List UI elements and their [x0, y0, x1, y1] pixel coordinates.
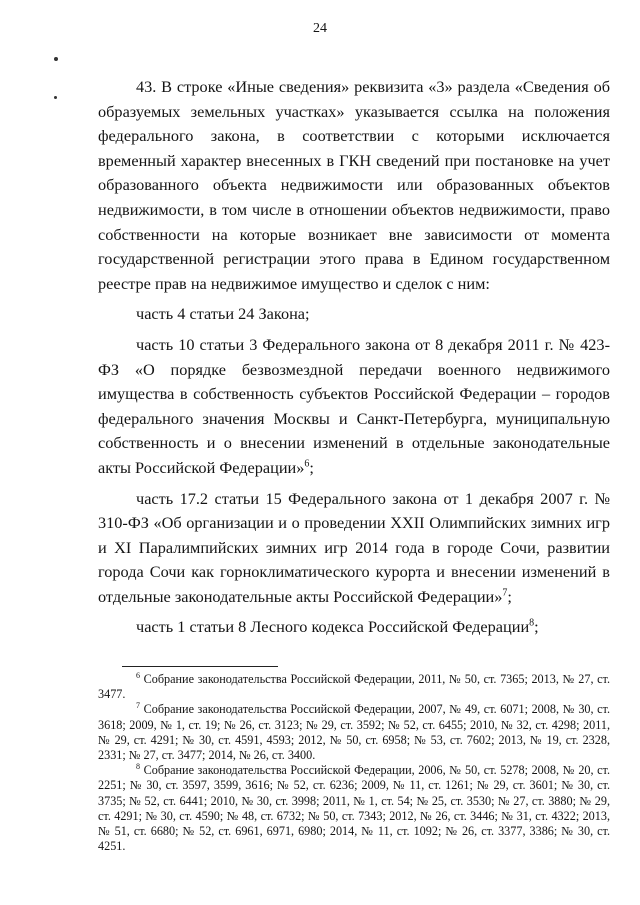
paragraph-text: часть 4 статьи 24 Закона; — [136, 304, 310, 324]
footnote-item — [98, 763, 610, 854]
paragraph-text: часть 17.2 статьи 15 Федерального закона от 1 декабря 2007 г. № 310-ФЗ «Об организации и о проведении XXII Олимпийских зимних игр и XI Паралимпийских зимних игр 2014 года в городе Сочи, развитии города Сочи как горноклиматического курорта и внесении изменений в отдельные законодательные акты Российской Федерации» — [98, 488, 610, 606]
paragraph-law-ref — [98, 487, 610, 610]
paragraph-text: 43. В строке «Иные сведения» реквизита «3» раздела «Сведения об образуемых земельных участках» указывается ссылка на положения федерального закона, в соответствии с которыми исключается временный характер внесенных в ГКН сведений при постановке на учет образованного объекта недвижимости или образованных объектов недвижимости, в том числе в отношении объектов недвижимости, право собственности на которые возникает вне зависимости от момента государственной регистрации этого права в Едином государственном реестре прав на недвижимое имущество и сделок с ним: — [98, 77, 610, 293]
paragraph-law-ref — [98, 302, 610, 327]
footnote-text: Собрание законодательства Российской Федерации, 2011, № 50, ст. 7365; 2013, № 27, ст. 3477. — [98, 672, 610, 702]
footnote-reference[interactable]: 7 — [502, 587, 508, 599]
paragraph-text: часть 10 статьи 3 Федерального закона от 8 декабря 2011 г. № 423-ФЗ «О порядке безвозмездной передачи военного недвижимого имущества в собственность субъектов Российской Федерации – городов федерального значения Москвы и Санкт-Петербурга, муниципальную собственность и о внесении изменений в отдельные законодательные акты Российской Федерации» — [98, 334, 610, 477]
footnote-reference[interactable]: 8 — [529, 618, 535, 630]
footnote-item — [98, 672, 610, 702]
footnote-text: Собрание законодательства Российской Федерации, 2007, № 49, ст. 6071; 2008, № 30, ст. 3618; 2009, № 1, ст. 19; № 26, ст. 3123; № 29, ст. 3592; № 52, ст. 6455; 2010, № 32, ст. 4298; 2011, № 29, ст. 4291; № 30, ст. 4591, 4593; 2012, № 50, ст. 6958; № 53, ст. 7602; 2013, № 19, ст. 2328, 2331; № 27, ст. 3477; 2014, № 26, ст. 3400. — [98, 702, 611, 763]
page-number: 24 — [313, 21, 327, 36]
paragraph-law-ref — [98, 333, 610, 481]
main-text — [98, 75, 610, 640]
footnote-mark: 8 — [136, 762, 140, 772]
paragraph-tail: ; — [309, 457, 314, 477]
paragraph-tail: ; — [507, 586, 512, 606]
footnote-item — [98, 702, 610, 763]
footnote-divider — [122, 666, 278, 667]
footnote-mark: 7 — [136, 701, 140, 711]
paragraph-item-43 — [98, 75, 610, 296]
paragraph-tail: ; — [534, 617, 539, 637]
paragraph-law-ref — [98, 615, 610, 640]
footnote-reference[interactable]: 6 — [304, 458, 310, 470]
scan-mark-dot — [54, 57, 58, 61]
paragraph-text: часть 1 статьи 8 Лесного кодекса Российской Федерации — [136, 617, 530, 637]
scan-mark-dot — [54, 96, 57, 99]
footnote-mark: 6 — [136, 670, 140, 680]
footnote-text: Собрание законодательства Российской Федерации, 2006, № 50, ст. 5278; 2008, № 20, ст. 2251; № 30, ст. 3597, 3599, 3616; № 52, ст. 6236; 2009, № 11, ст. 1261; № 29, ст. 3601; № 30, ст. 3735; № 52, ст. 6441; 2010, № 30, ст. 3998; 2011, № 1, ст. 54; № 25, ст. 3530; № 27, ст. 3880; № 29, ст. 4291; № 30, ст. 4590; № 48, ст. 6732; № 50, ст. 7343; 2012, № 26, ст. 3446; № 31, ст. 4322; 2013, № 51, ст. 6680; № 52, ст. 6961, 6971, 6980; 2014, № 11, ст. 1092; № 26, ст. 3377, 3386; № 30, ст. 4251. — [98, 763, 611, 854]
footnotes-section — [98, 672, 610, 854]
